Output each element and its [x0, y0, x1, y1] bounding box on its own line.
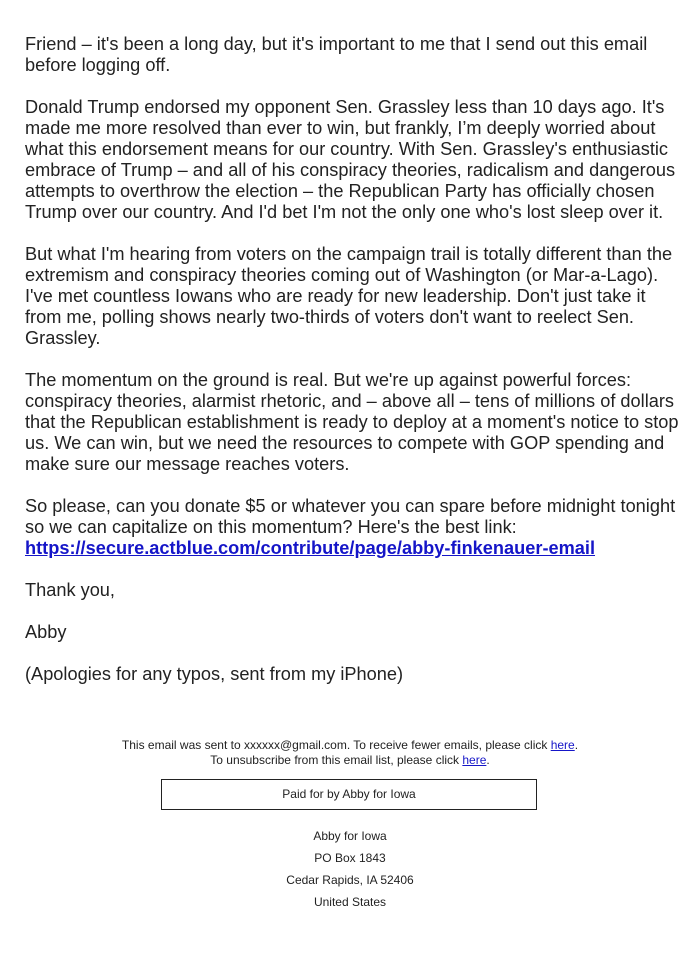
email-body [25, 34, 685, 706]
unsubscribe-link[interactable]: here [462, 752, 487, 767]
unsubscribe-notice [0, 753, 700, 768]
body-paragraph-donate-ask [25, 496, 685, 559]
address-po-box: PO Box 1843 [314, 851, 386, 865]
signoff: Thank you, [25, 580, 115, 600]
body-paragraph-momentum: The momentum on the ground is real. But we're up against powerful forces: conspiracy theories, alarmist rhetoric, and – above all – tens of millions of dollars that the Republican establishment is ready to deploy at a moment's notice to stop us. We can win, but we need the resources to compete with GOP spending and make sure our message reaches voters. [25, 370, 679, 474]
sent-to-notice [0, 738, 700, 753]
postscript: (Apologies for any typos, sent from my iPhone) [25, 664, 404, 684]
address-country: United States [313, 895, 387, 909]
greeting-paragraph: Friend – it's been a long day, but it's important to me that I send out this email before logging off. [25, 34, 648, 75]
donate-ask-text: So please, can you donate $5 or whatever you can spare before midnight tonight so we can capitalize on this momentum? Here's the best link: [25, 496, 676, 537]
sent-to-suffix: . [574, 738, 579, 752]
mailing-address [0, 825, 700, 913]
email-footer [0, 738, 700, 767]
paid-for-disclaimer: Paid for by Abby for Iowa [161, 779, 537, 810]
unsubscribe-text: To unsubscribe from this email list, please click [210, 752, 463, 767]
body-paragraph-endorsement: Donald Trump endorsed my opponent Sen. Grassley less than 10 days ago. It's made me more resolved than ever to win, but frankly, I’m deeply worried about what this endorsement means for our country. With Sen. Grassley's enthusiastic embrace of Trump – and all of his conspiracy theories, radicalism and dangerous attempts to overthrow the election – the Republican Party has officially chosen Trump over our country. And I'd bet I'm not the only one who's lost sleep over it. [25, 97, 676, 222]
donate-link[interactable]: https://secure.actblue.com/contribute/page/abby-finkenauer-email [25, 538, 596, 558]
address-city-state-zip: Cedar Rapids, IA 52406 [286, 873, 414, 887]
unsubscribe-suffix: . [486, 752, 490, 767]
signature: Abby [25, 622, 67, 642]
sent-to-text: This email was sent to xxxxxx@gmail.com. To receive fewer emails, please click [121, 738, 551, 752]
address-name: Abby for Iowa [313, 829, 387, 843]
body-paragraph-voters: But what I'm hearing from voters on the campaign trail is totally different than the extremism and conspiracy theories coming out of Washington (or Mar-a-Lago). I've met countless Iowans who are ready for new leadership. Don't just take it from me, polling shows nearly two-thirds of voters don't want to reelect Sen. Grassley. [25, 244, 673, 348]
fewer-emails-link[interactable]: here [550, 738, 575, 752]
